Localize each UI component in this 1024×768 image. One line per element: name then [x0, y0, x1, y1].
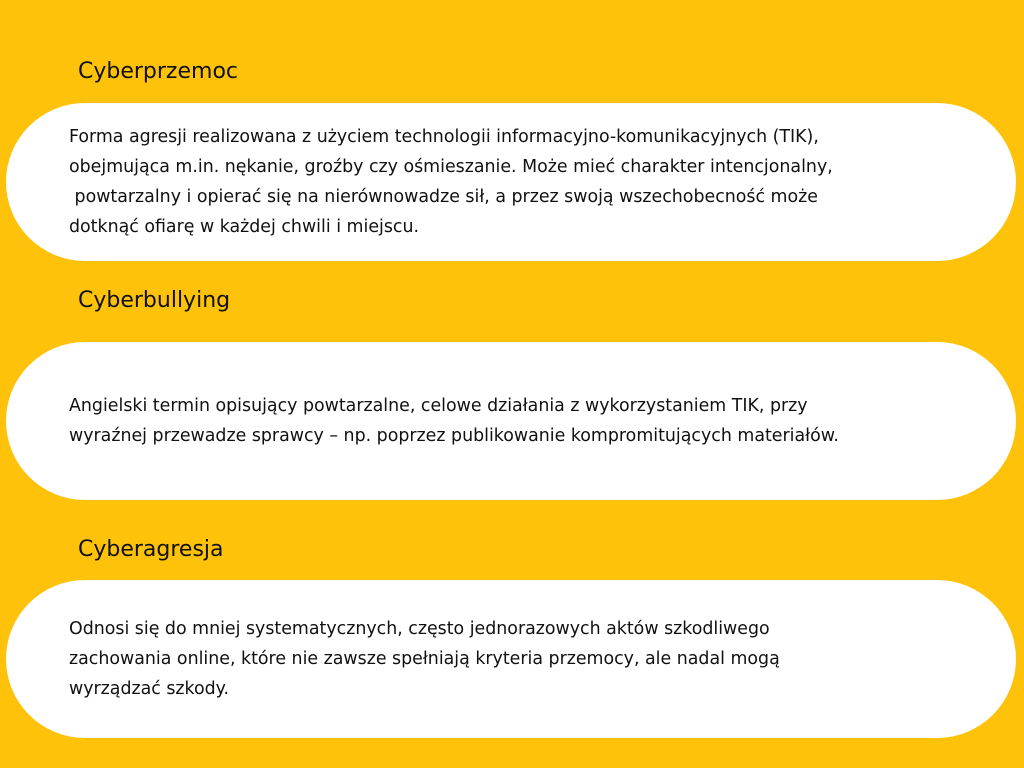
section-title-cyberbullying: Cyberbullying [78, 288, 231, 313]
definition-card-cyberprzemoc [6, 103, 1016, 261]
definition-line: Forma agresji realizowana z użyciem technologii informacyjno-komunikacyjnych (TIK), [69, 127, 819, 147]
definition-card-cyberbullying [6, 342, 1016, 500]
section-title-cyberprzemoc: Cyberprzemoc [78, 59, 239, 84]
definition-text [69, 614, 780, 704]
definition-line: wyrządzać szkody. [69, 679, 230, 699]
definition-line: Odnosi się do mniej systematycznych, często jednorazowych aktów szkodliwego [69, 619, 770, 639]
definition-line: dotknąć ofiarę w każdej chwili i miejscu. [69, 217, 420, 237]
definition-line: zachowania online, które nie zawsze spełniają kryteria przemocy, ale nadal mogą [69, 649, 780, 669]
definition-line: Angielski termin opisujący powtarzalne, celowe działania z wykorzystaniem TIK, przy [69, 396, 808, 416]
definition-text [69, 391, 839, 451]
section-title-cyberagresja: Cyberagresja [78, 537, 224, 562]
definition-line: wyraźnej przewadze sprawcy – np. poprzez publikowanie kompromitujących materiałów. [69, 426, 839, 446]
definition-card-cyberagresja [6, 580, 1016, 738]
definition-text [69, 122, 833, 242]
definition-line: powtarzalny i opierać się na nierównowadze sił, a przez swoją wszechobecność może [69, 187, 818, 207]
definition-line: obejmująca m.in. nękanie, groźby czy ośmieszanie. Może mieć charakter intencjonalny, [69, 157, 833, 177]
